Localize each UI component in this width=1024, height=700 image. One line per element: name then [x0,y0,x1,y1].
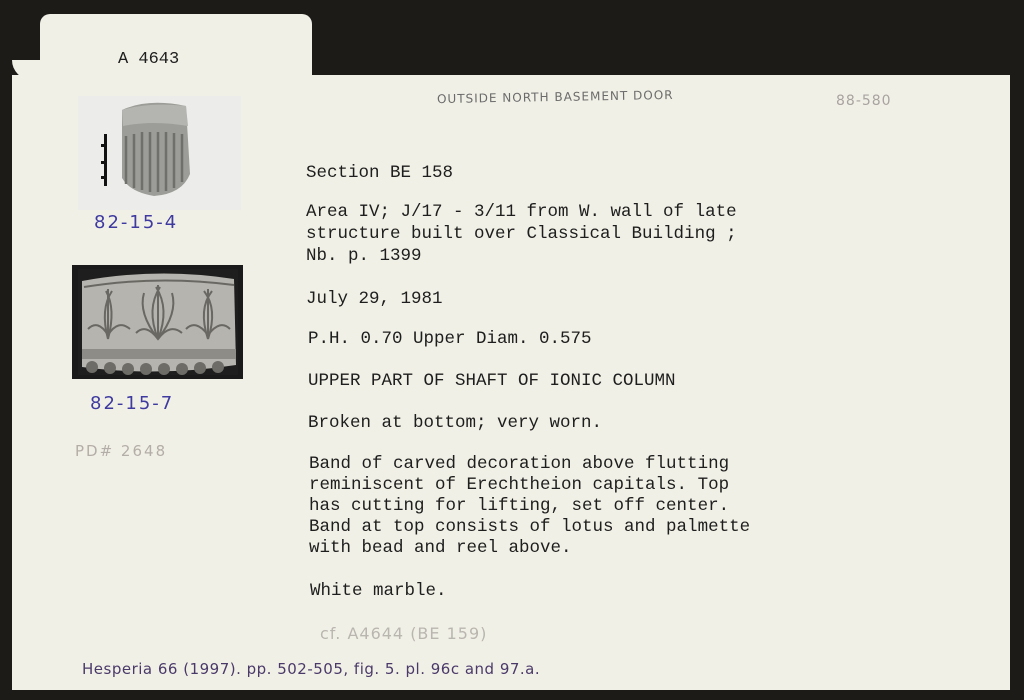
bibliography-note: Hesperia 66 (1997). pp. 502-505, fig. 5. pl. 96c and 97.a. [82,660,541,678]
fragment-photo-top [78,96,241,210]
section-line: Section BE 158 [306,163,454,183]
description-line-4: Band at top consists of lotus and palmette [309,517,751,537]
area-line-2: structure built over Classical Building ; [306,224,737,244]
inventory-number: A 4643 [118,50,180,69]
area-line-3: Nb. p. 1399 [306,246,422,266]
photo-caption-2: 82-15-7 [90,393,175,414]
description-line-5: with bead and reel above. [309,538,572,558]
card-tab [40,14,312,84]
date-line: July 29, 1981 [306,289,443,309]
description-line-3: has cutting for lifting, set off center. [309,496,730,516]
photo-caption-1: 82-15-4 [94,212,179,233]
object-title: UPPER PART OF SHAFT OF IONIC COLUMN [308,371,676,391]
material-line: White marble. [310,581,447,601]
reference-number: 88-580 [836,93,892,109]
description-line-2: reminiscent of Erechtheion capitals. Top [309,475,730,495]
description-line-1: Band of carved decoration above flutting [309,454,730,474]
dimensions-line: P.H. 0.70 Upper Diam. 0.575 [308,329,592,349]
area-line-1: Area IV; J/17 - 3/11 from W. wall of late [306,202,737,222]
fragment-photo-bottom [72,265,243,379]
cf-note: cf. A4644 (BE 159) [320,624,488,643]
condition-line: Broken at bottom; very worn. [308,413,603,433]
location-note: OUTSIDE NORTH BASEMENT DOOR [436,87,674,107]
pd-note: PD# 2648 [75,442,168,460]
